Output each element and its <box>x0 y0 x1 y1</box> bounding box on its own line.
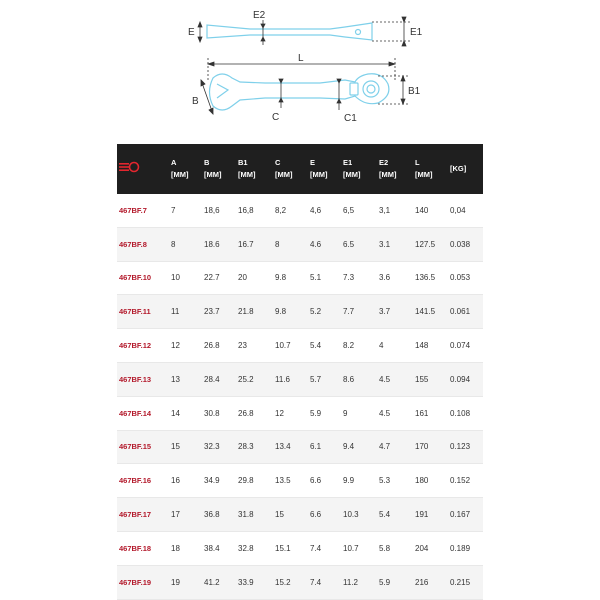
table-cell: 5.3 <box>377 464 413 498</box>
table-cell: 30.8 <box>202 396 236 430</box>
column-header-name: E1 <box>343 158 353 167</box>
dim-label-c1: C1 <box>344 113 357 124</box>
table-cell: 191 <box>413 498 448 532</box>
table-cell: 15.1 <box>273 531 308 565</box>
wrench-dimension-diagram <box>0 0 600 135</box>
table-cell: 10.7 <box>273 329 308 363</box>
table-cell: 4.5 <box>377 396 413 430</box>
table-cell: 12 <box>273 396 308 430</box>
spec-table-body <box>117 194 483 599</box>
table-cell: 5.4 <box>308 329 341 363</box>
table-cell: 127.5 <box>413 227 448 261</box>
table-cell: 20 <box>236 261 273 295</box>
product-reference[interactable]: 467BF.8 <box>117 227 169 261</box>
table-cell: 29.8 <box>236 464 273 498</box>
table-row <box>117 329 483 363</box>
table-cell: 148 <box>413 329 448 363</box>
product-reference[interactable]: 467BF.17 <box>117 498 169 532</box>
table-cell: 7.3 <box>341 261 377 295</box>
table-cell: 0.094 <box>448 362 483 396</box>
product-reference[interactable]: 467BF.15 <box>117 430 169 464</box>
spec-table <box>117 144 483 600</box>
table-cell: 6.1 <box>308 430 341 464</box>
table-row <box>117 227 483 261</box>
table-cell: 0.123 <box>448 430 483 464</box>
product-reference[interactable]: 467BF.11 <box>117 295 169 329</box>
column-header <box>341 144 377 194</box>
table-cell: 28.3 <box>236 430 273 464</box>
table-cell: 8 <box>169 227 202 261</box>
product-reference[interactable]: 467BF.13 <box>117 362 169 396</box>
product-reference[interactable]: 467BF.7 <box>117 194 169 227</box>
table-row <box>117 261 483 295</box>
table-row <box>117 565 483 599</box>
product-reference[interactable]: 467BF.10 <box>117 261 169 295</box>
table-cell: 8.6 <box>341 362 377 396</box>
table-cell: 14 <box>169 396 202 430</box>
column-header <box>448 144 483 194</box>
table-row <box>117 531 483 565</box>
column-header-unit: [MM] <box>275 170 293 179</box>
table-row <box>117 295 483 329</box>
table-cell: 15.2 <box>273 565 308 599</box>
table-row <box>117 430 483 464</box>
column-header <box>202 144 236 194</box>
column-header-name: L <box>415 158 420 167</box>
column-header-name: B1 <box>238 158 248 167</box>
table-cell: 6.5 <box>341 227 377 261</box>
table-cell: 13.5 <box>273 464 308 498</box>
table-cell: 34.9 <box>202 464 236 498</box>
column-header-name: B <box>204 158 210 167</box>
table-cell: 26.8 <box>236 396 273 430</box>
column-header <box>236 144 273 194</box>
facom-logo-icon <box>119 161 143 173</box>
column-header-unit: [KG] <box>450 164 467 173</box>
table-cell: 23.7 <box>202 295 236 329</box>
table-cell: 3.7 <box>377 295 413 329</box>
table-cell: 11.2 <box>341 565 377 599</box>
table-cell: 155 <box>413 362 448 396</box>
table-cell: 4 <box>377 329 413 363</box>
column-header-unit: [MM] <box>171 170 189 179</box>
table-cell: 0,04 <box>448 194 483 227</box>
product-reference[interactable]: 467BF.14 <box>117 396 169 430</box>
table-cell: 4.5 <box>377 362 413 396</box>
table-cell: 25.2 <box>236 362 273 396</box>
table-cell: 180 <box>413 464 448 498</box>
table-cell: 31.8 <box>236 498 273 532</box>
table-cell: 11 <box>169 295 202 329</box>
table-cell: 16,8 <box>236 194 273 227</box>
table-cell: 18,6 <box>202 194 236 227</box>
table-cell: 0.053 <box>448 261 483 295</box>
dim-label-l: L <box>298 53 304 64</box>
table-cell: 32.3 <box>202 430 236 464</box>
dim-label-c: C <box>272 112 280 123</box>
table-cell: 0.215 <box>448 565 483 599</box>
table-cell: 38.4 <box>202 531 236 565</box>
table-row <box>117 396 483 430</box>
column-header-unit: [MM] <box>310 170 328 179</box>
table-cell: 0.074 <box>448 329 483 363</box>
table-cell: 0.152 <box>448 464 483 498</box>
column-header <box>273 144 308 194</box>
brand-logo-cell <box>117 144 169 194</box>
wrench-top-view <box>210 74 389 110</box>
table-cell: 19 <box>169 565 202 599</box>
table-cell: 9.4 <box>341 430 377 464</box>
table-cell: 0.108 <box>448 396 483 430</box>
table-cell: 140 <box>413 194 448 227</box>
table-cell: 11.6 <box>273 362 308 396</box>
dim-label-b1: B1 <box>408 86 421 97</box>
table-cell: 18 <box>169 531 202 565</box>
column-header-unit: [MM] <box>238 170 256 179</box>
table-cell: 3.6 <box>377 261 413 295</box>
table-cell: 28.4 <box>202 362 236 396</box>
table-cell: 16.7 <box>236 227 273 261</box>
table-cell: 13.4 <box>273 430 308 464</box>
table-row <box>117 464 483 498</box>
table-cell: 9.9 <box>341 464 377 498</box>
table-cell: 7.4 <box>308 565 341 599</box>
table-cell: 3.1 <box>377 227 413 261</box>
table-cell: 0.061 <box>448 295 483 329</box>
product-reference[interactable]: 467BF.12 <box>117 329 169 363</box>
table-cell: 0.167 <box>448 498 483 532</box>
column-header-unit: [MM] <box>379 170 397 179</box>
table-cell: 204 <box>413 531 448 565</box>
table-cell: 5.8 <box>377 531 413 565</box>
table-cell: 23 <box>236 329 273 363</box>
table-cell: 4.7 <box>377 430 413 464</box>
column-header <box>169 144 202 194</box>
table-cell: 10.7 <box>341 531 377 565</box>
table-cell: 21.8 <box>236 295 273 329</box>
table-cell: 5.4 <box>377 498 413 532</box>
product-reference[interactable]: 467BF.16 <box>117 464 169 498</box>
table-cell: 8 <box>273 227 308 261</box>
table-cell: 13 <box>169 362 202 396</box>
table-cell: 17 <box>169 498 202 532</box>
table-cell: 0.038 <box>448 227 483 261</box>
column-header <box>377 144 413 194</box>
table-cell: 136.5 <box>413 261 448 295</box>
table-cell: 9.8 <box>273 295 308 329</box>
table-cell: 9.8 <box>273 261 308 295</box>
dim-label-e: E <box>188 27 195 38</box>
table-cell: 10.3 <box>341 498 377 532</box>
table-cell: 7 <box>169 194 202 227</box>
column-header-name: A <box>171 158 177 167</box>
dim-label-e1: E1 <box>410 27 423 38</box>
column-header-name: E <box>310 158 316 167</box>
wrench-side-view <box>207 23 372 40</box>
table-cell: 26.8 <box>202 329 236 363</box>
table-row <box>117 362 483 396</box>
table-cell: 216 <box>413 565 448 599</box>
column-header-unit: [MM] <box>415 170 433 179</box>
table-cell: 15 <box>169 430 202 464</box>
table-cell: 7.4 <box>308 531 341 565</box>
table-cell: 5.1 <box>308 261 341 295</box>
column-header <box>413 144 448 194</box>
table-cell: 5.2 <box>308 295 341 329</box>
table-cell: 170 <box>413 430 448 464</box>
product-reference[interactable]: 467BF.19 <box>117 565 169 599</box>
product-reference[interactable]: 467BF.18 <box>117 531 169 565</box>
table-cell: 9 <box>341 396 377 430</box>
table-cell: 18.6 <box>202 227 236 261</box>
table-cell: 8.2 <box>341 329 377 363</box>
table-cell: 36.8 <box>202 498 236 532</box>
table-cell: 6.6 <box>308 498 341 532</box>
column-header <box>308 144 341 194</box>
table-cell: 161 <box>413 396 448 430</box>
table-cell: 0.189 <box>448 531 483 565</box>
table-row <box>117 498 483 532</box>
column-header-name: C <box>275 158 281 167</box>
table-cell: 12 <box>169 329 202 363</box>
table-cell: 5.9 <box>308 396 341 430</box>
table-header-row <box>117 144 483 194</box>
table-cell: 7.7 <box>341 295 377 329</box>
table-cell: 5.9 <box>377 565 413 599</box>
table-cell: 141.5 <box>413 295 448 329</box>
dim-label-b: B <box>192 96 199 107</box>
table-cell: 6,5 <box>341 194 377 227</box>
table-cell: 10 <box>169 261 202 295</box>
table-cell: 15 <box>273 498 308 532</box>
table-cell: 4,6 <box>308 194 341 227</box>
table-cell: 6.6 <box>308 464 341 498</box>
table-cell: 32.8 <box>236 531 273 565</box>
column-header-unit: [MM] <box>343 170 361 179</box>
table-cell: 33.9 <box>236 565 273 599</box>
table-cell: 41.2 <box>202 565 236 599</box>
table-cell: 3,1 <box>377 194 413 227</box>
table-cell: 5.7 <box>308 362 341 396</box>
column-header-name: E2 <box>379 158 389 167</box>
table-cell: 8,2 <box>273 194 308 227</box>
table-cell: 4.6 <box>308 227 341 261</box>
column-header-unit: [MM] <box>204 170 222 179</box>
table-cell: 16 <box>169 464 202 498</box>
dim-label-e2: E2 <box>253 10 266 21</box>
table-cell: 22.7 <box>202 261 236 295</box>
table-row <box>117 194 483 227</box>
